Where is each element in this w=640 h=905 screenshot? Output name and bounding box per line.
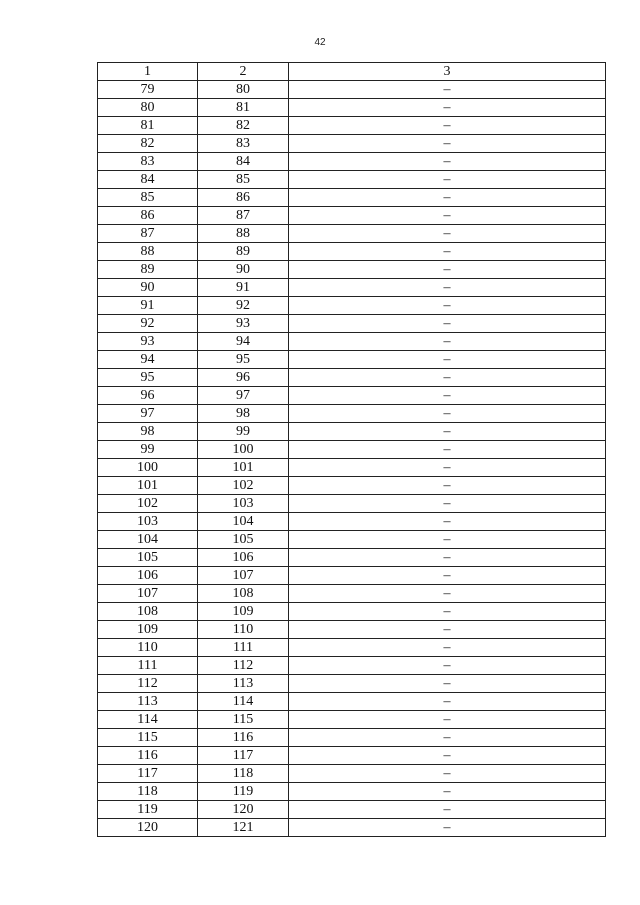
table-cell-col3: – — [289, 693, 606, 711]
table-cell-col1: 86 — [98, 207, 198, 225]
table-row — [98, 513, 606, 531]
table-cell-col3: – — [289, 135, 606, 153]
table-row — [98, 549, 606, 567]
table-row — [98, 333, 606, 351]
table-cell-col2: 100 — [198, 441, 289, 459]
table-cell-col1: 117 — [98, 765, 198, 783]
table-cell-col3: – — [289, 459, 606, 477]
table-row — [98, 225, 606, 243]
table-row — [98, 495, 606, 513]
table-cell-col3: – — [289, 297, 606, 315]
table-cell-col1: 110 — [98, 639, 198, 657]
table-cell-col3: – — [289, 621, 606, 639]
table-row — [98, 135, 606, 153]
table-cell-col2: 118 — [198, 765, 289, 783]
table-header-row — [98, 63, 606, 81]
table-row — [98, 369, 606, 387]
table-cell-col2: 112 — [198, 657, 289, 675]
table-cell-col2: 88 — [198, 225, 289, 243]
table-row — [98, 711, 606, 729]
table-cell-col1: 112 — [98, 675, 198, 693]
table-cell-col2: 116 — [198, 729, 289, 747]
table-row — [98, 171, 606, 189]
table-cell-col3: – — [289, 783, 606, 801]
table-cell-col1: 119 — [98, 801, 198, 819]
table-cell-col3: – — [289, 387, 606, 405]
table-cell-col2: 104 — [198, 513, 289, 531]
table-row — [98, 405, 606, 423]
table-cell-col1: 94 — [98, 351, 198, 369]
table-cell-col3: – — [289, 279, 606, 297]
table-cell-col2: 84 — [198, 153, 289, 171]
table-row — [98, 693, 606, 711]
table-cell-col3: – — [289, 675, 606, 693]
table-cell-col3: – — [289, 729, 606, 747]
table-cell-col2: 115 — [198, 711, 289, 729]
table-cell-col2: 94 — [198, 333, 289, 351]
table-row — [98, 657, 606, 675]
table-cell-col1: 113 — [98, 693, 198, 711]
table-cell-col3: – — [289, 441, 606, 459]
column-header-2: 2 — [198, 63, 289, 81]
table-cell-col3: – — [289, 207, 606, 225]
table-row — [98, 99, 606, 117]
table-row — [98, 387, 606, 405]
table-cell-col3: – — [289, 531, 606, 549]
table-row — [98, 801, 606, 819]
table-cell-col1: 106 — [98, 567, 198, 585]
table-row — [98, 441, 606, 459]
table-cell-col1: 100 — [98, 459, 198, 477]
table-cell-col3: – — [289, 639, 606, 657]
table-cell-col1: 87 — [98, 225, 198, 243]
table-cell-col1: 120 — [98, 819, 198, 837]
table-cell-col3: – — [289, 711, 606, 729]
data-table — [97, 62, 606, 837]
table-row — [98, 351, 606, 369]
table-row — [98, 477, 606, 495]
table-cell-col1: 105 — [98, 549, 198, 567]
table-row — [98, 279, 606, 297]
column-header-3: 3 — [289, 63, 606, 81]
table-cell-col2: 101 — [198, 459, 289, 477]
table-row — [98, 315, 606, 333]
table-row — [98, 189, 606, 207]
table-cell-col2: 103 — [198, 495, 289, 513]
table-cell-col3: – — [289, 423, 606, 441]
table-cell-col1: 88 — [98, 243, 198, 261]
table-cell-col1: 89 — [98, 261, 198, 279]
table-row — [98, 729, 606, 747]
table-cell-col3: – — [289, 477, 606, 495]
table-cell-col3: – — [289, 81, 606, 99]
table-cell-col2: 117 — [198, 747, 289, 765]
table-cell-col3: – — [289, 567, 606, 585]
table-cell-col3: – — [289, 585, 606, 603]
table-cell-col2: 98 — [198, 405, 289, 423]
table-cell-col3: – — [289, 243, 606, 261]
table-row — [98, 459, 606, 477]
table-cell-col1: 92 — [98, 315, 198, 333]
table-cell-col2: 95 — [198, 351, 289, 369]
table-cell-col2: 109 — [198, 603, 289, 621]
table-cell-col1: 118 — [98, 783, 198, 801]
table-cell-col2: 105 — [198, 531, 289, 549]
table-cell-col3: – — [289, 99, 606, 117]
table-row — [98, 621, 606, 639]
table-cell-col3: – — [289, 351, 606, 369]
table-cell-col2: 90 — [198, 261, 289, 279]
table-row — [98, 81, 606, 99]
table-cell-col2: 113 — [198, 675, 289, 693]
table-row — [98, 675, 606, 693]
table-body — [98, 81, 606, 837]
table-cell-col1: 104 — [98, 531, 198, 549]
table-cell-col1: 102 — [98, 495, 198, 513]
table-cell-col1: 107 — [98, 585, 198, 603]
column-header-1: 1 — [98, 63, 198, 81]
table-cell-col2: 107 — [198, 567, 289, 585]
table-cell-col2: 106 — [198, 549, 289, 567]
table-cell-col1: 101 — [98, 477, 198, 495]
table-cell-col3: – — [289, 603, 606, 621]
table-cell-col2: 108 — [198, 585, 289, 603]
table-row — [98, 765, 606, 783]
table-cell-col1: 84 — [98, 171, 198, 189]
table-cell-col3: – — [289, 333, 606, 351]
table-cell-col3: – — [289, 801, 606, 819]
table-row — [98, 531, 606, 549]
table-cell-col1: 116 — [98, 747, 198, 765]
table-cell-col2: 89 — [198, 243, 289, 261]
table-row — [98, 747, 606, 765]
table-cell-col1: 85 — [98, 189, 198, 207]
table-row — [98, 297, 606, 315]
table-cell-col2: 111 — [198, 639, 289, 657]
table-row — [98, 117, 606, 135]
table-cell-col2: 99 — [198, 423, 289, 441]
table-cell-col3: – — [289, 369, 606, 387]
page-number: 42 — [314, 37, 326, 48]
table-cell-col1: 98 — [98, 423, 198, 441]
table-cell-col1: 114 — [98, 711, 198, 729]
table-cell-col3: – — [289, 657, 606, 675]
table-row — [98, 819, 606, 837]
table-cell-col2: 110 — [198, 621, 289, 639]
table-cell-col3: – — [289, 819, 606, 837]
table-row — [98, 207, 606, 225]
table-cell-col1: 111 — [98, 657, 198, 675]
table-cell-col3: – — [289, 747, 606, 765]
table-cell-col2: 93 — [198, 315, 289, 333]
table-cell-col1: 83 — [98, 153, 198, 171]
table-row — [98, 423, 606, 441]
table-cell-col3: – — [289, 765, 606, 783]
table-cell-col2: 87 — [198, 207, 289, 225]
table-cell-col3: – — [289, 171, 606, 189]
table-cell-col1: 90 — [98, 279, 198, 297]
table-cell-col1: 109 — [98, 621, 198, 639]
table-row — [98, 153, 606, 171]
table-cell-col1: 115 — [98, 729, 198, 747]
table-cell-col1: 80 — [98, 99, 198, 117]
table-cell-col2: 83 — [198, 135, 289, 153]
table-cell-col1: 97 — [98, 405, 198, 423]
table-cell-col1: 96 — [98, 387, 198, 405]
table-cell-col1: 81 — [98, 117, 198, 135]
table-row — [98, 243, 606, 261]
table-cell-col3: – — [289, 495, 606, 513]
table-row — [98, 585, 606, 603]
table-cell-col2: 114 — [198, 693, 289, 711]
table-cell-col2: 120 — [198, 801, 289, 819]
table-cell-col3: – — [289, 117, 606, 135]
table-cell-col1: 99 — [98, 441, 198, 459]
table-row — [98, 639, 606, 657]
table-row — [98, 567, 606, 585]
table-cell-col2: 119 — [198, 783, 289, 801]
table-cell-col2: 91 — [198, 279, 289, 297]
table-cell-col2: 96 — [198, 369, 289, 387]
table-cell-col2: 92 — [198, 297, 289, 315]
table-cell-col1: 95 — [98, 369, 198, 387]
table-cell-col2: 97 — [198, 387, 289, 405]
table-cell-col3: – — [289, 405, 606, 423]
table-cell-col3: – — [289, 513, 606, 531]
table-cell-col3: – — [289, 189, 606, 207]
table-cell-col2: 121 — [198, 819, 289, 837]
table-cell-col1: 108 — [98, 603, 198, 621]
table-cell-col1: 103 — [98, 513, 198, 531]
table-cell-col3: – — [289, 153, 606, 171]
table-cell-col3: – — [289, 261, 606, 279]
table-cell-col1: 91 — [98, 297, 198, 315]
table-cell-col1: 79 — [98, 81, 198, 99]
table-cell-col2: 102 — [198, 477, 289, 495]
table-cell-col1: 82 — [98, 135, 198, 153]
table-cell-col2: 81 — [198, 99, 289, 117]
table-row — [98, 603, 606, 621]
table-cell-col3: – — [289, 225, 606, 243]
table-cell-col2: 82 — [198, 117, 289, 135]
table-row — [98, 261, 606, 279]
table-cell-col2: 80 — [198, 81, 289, 99]
table-cell-col2: 86 — [198, 189, 289, 207]
table-cell-col3: – — [289, 549, 606, 567]
table-row — [98, 783, 606, 801]
table-cell-col1: 93 — [98, 333, 198, 351]
table-cell-col3: – — [289, 315, 606, 333]
table-cell-col2: 85 — [198, 171, 289, 189]
